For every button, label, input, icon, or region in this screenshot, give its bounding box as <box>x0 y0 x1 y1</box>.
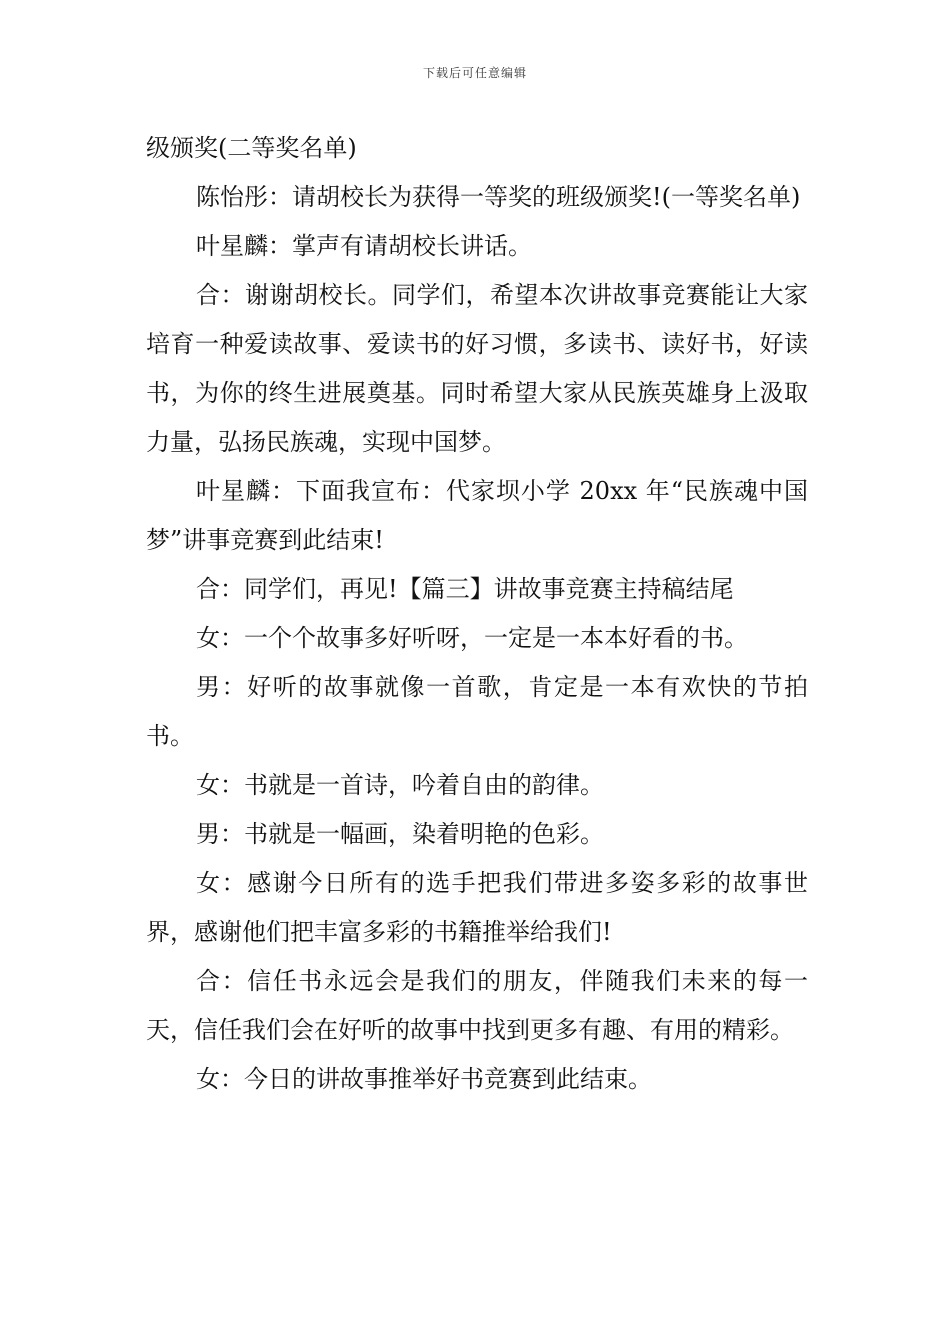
paragraph: 合：同学们，再见!【篇三】讲故事竞赛主持稿结尾 <box>196 575 734 603</box>
paragraph: 合：谢谢胡校长。同学们，希望本次讲故事竞赛能让大家培育一种爱读故事、爱读书的好习惯，多读书、读好书，好读书，为你的终生进展奠基。同时希望大家从民族英雄身上汲取力量，弘扬民族魂，实现中国梦。 <box>146 281 808 456</box>
paragraph: 女：今日的讲故事推举好书竞赛到此结束。 <box>196 1065 652 1093</box>
paragraph: 女：感谢今日所有的选手把我们带进多姿多彩的故事世界，感谢他们把丰富多彩的书籍推举给我们! <box>146 869 808 946</box>
paragraph: 叶星麟：掌声有请胡校长讲话。 <box>196 232 532 260</box>
page-header-note: 下载后可任意编辑 <box>422 66 527 80</box>
document-body <box>146 124 808 1104</box>
paragraph: 女：书就是一首诗，吟着自由的韵律。 <box>196 771 604 799</box>
paragraph: 男：书就是一幅画，染着明艳的色彩。 <box>196 820 604 848</box>
paragraph: 叶星麟：下面我宣布：代家坝小学 20xx 年“民族魂中国梦”讲事竞赛到此结束! <box>146 477 808 554</box>
paragraph: 陈怡彤：请胡校长为获得一等奖的班级颁奖!(一等奖名单) <box>196 183 801 211</box>
paragraph: 合：信任书永远会是我们的朋友，伴随我们未来的每一天，信任我们会在好听的故事中找到更多有趣、有用的精彩。 <box>146 967 808 1044</box>
paragraph: 男：好听的故事就像一首歌，肯定是一本有欢快的节拍书。 <box>146 673 808 750</box>
paragraph: 级颁奖(二等奖名单) <box>146 134 357 162</box>
paragraph: 女：一个个故事多好听呀，一定是一本本好看的书。 <box>196 624 748 652</box>
